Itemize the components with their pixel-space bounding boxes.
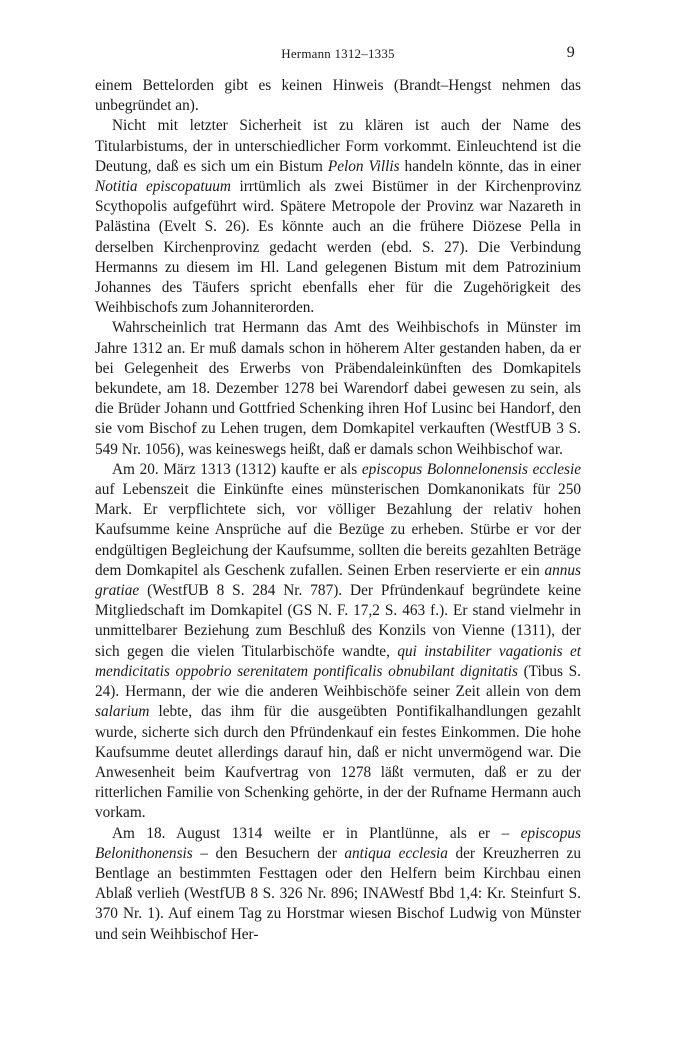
italic-term: episcopus Belonithonensis xyxy=(95,824,581,862)
paragraph xyxy=(95,76,581,116)
text-segment: (WestfUB 8 S. 284 Nr. 787). Der Pfründenkauf begründete keine Mitgliedschaft im Domkapitel (GS N. F. 17,2 S. 463 f.). Er stand vielmehr in unmittelbarer Beziehung zum Beschluß des Konzils von Vienne (1311), der sich gegen die vielen Titularbischöfe wandte, xyxy=(95,582,581,660)
italic-term: Notitia episcopatuum xyxy=(95,178,231,196)
text-segment: Am 20. März 1313 (1312) kaufte er als xyxy=(112,460,362,478)
italic-term: salarium xyxy=(95,703,150,721)
text-segment: irrtümlich als zwei Bistümer in der Kirchenprovinz Scythopolis aufgeführt wird. Spätere Metropole der Provinz war Nazareth in Palästina (Evelt S. 26). Es könnte auch an die frühere Diözese Pella in derselben Kirchenprovinz gedacht werden (ebd. S. 27). Die Verbindung Hermanns zu diesem im Hl. Land gelegenen Bistum mit dem Patrozinium Johannes des Täufers spricht ebenfalls eher für die Zugehörigkeit des Weihbischofs zum Johanniterorden. xyxy=(95,178,581,317)
text-segment: (Tibus S. 24). Hermann, der wie die anderen Weihbischöfe seiner Zeit allein von dem xyxy=(95,662,581,701)
paragraph xyxy=(95,460,581,824)
italic-quote: qui instabiliter vagationis et mendicitatis oppobrio serenitatem pontificalis obnubilant dignitatis xyxy=(95,642,581,680)
italic-term: episcopus Bolonnelonensis ecclesie xyxy=(361,460,582,478)
italic-term: antiqua ecclesia xyxy=(344,844,448,862)
text-segment: auf Lebenszeit die Einkünfte eines münsterischen Domkanonikats für 250 Mark. Er verpflichtete sich, vor völliger Bezahlung der relativ hohen Kaufsumme keine Ansprüche auf die Bezüge zu erheben. Stürbe er vor der endgültigen Begleichung der Kaufsumme, sollten die bereits gezahlten Beträge dem Domkapitel als Geschenk zufallen. Seinen Erben reservierte er ein xyxy=(95,481,581,579)
text-segment: einem Bettelorden gibt es keinen Hinweis (Brandt–Hengst nehmen das unbegründet an). xyxy=(95,77,581,115)
page-number: 9 xyxy=(566,44,575,61)
text-segment: handeln könnte, das in einer xyxy=(399,157,581,175)
text-segment: Wahrscheinlich trat Hermann das Amt des Weihbischofs in Münster im Jahre 1312 an. Er muß damals schon in höherem Alter gestanden haben, da er bei Gelegenheit des Erwerbs von Präbendaleinkünften des Domkapitels bekundete, am 18. Dezember 1278 bei Warendorf dabei gewesen zu sein, als die Brüder Johann und Gottfried Schenking ihren Hof Lusinc bei Handorf, den sie vom Bischof zu Lehen trugen, dem Domkapitel verkauften (WestfUB 3 S. 549 Nr. 1056), was keineswegs heißt, daß er damals schon Weihbischof war. xyxy=(95,319,581,458)
text-segment: der Kreuzherren zu Bentlage an bestimmten Festtagen oder den Helfern beim Kirchbau einen Ablaß verlieh (WestfUB 8 S. 326 Nr. 896; INAWestf Bbd 1,4: Kr. Steinfurt S. 370 Nr. 1). Auf einem Tag zu Horstmar wiesen Bischof Ludwig von Münster und sein Weihbischof Her- xyxy=(95,844,581,943)
body-text xyxy=(95,76,581,945)
paragraph xyxy=(95,824,581,945)
book-page xyxy=(95,44,581,945)
italic-term: annus gratiae xyxy=(95,561,581,600)
running-head xyxy=(95,44,581,66)
running-title: Hermann 1312–1335 xyxy=(281,46,395,61)
paragraph xyxy=(95,116,581,318)
text-segment: Am 18. August 1314 weilte er in Plantlünne, als er – xyxy=(112,824,521,842)
italic-term: Pelon Villis xyxy=(327,157,400,175)
text-segment: Nicht mit letzter Sicherheit ist zu klären ist auch der Name des Titularbistums, der in unterschiedlicher Form vorkommt. Einleuchtend ist die Deutung, daß es sich um ein Bistum xyxy=(95,117,581,175)
text-segment: lebte, das ihm für die ausgeübten Pontifikalhandlungen gezahlt wurde, sicherte sich durch den Pfründenkauf ein festes Einkommen. Die hohe Kaufsumme deutet allerdings darauf hin, daß er nicht unvermögend war. Die Anwesenheit beim Kaufvertrag von 1278 läßt vermuten, daß er zu der ritterlichen Familie von Schenking gehörte, in der der Rufname Hermann auch vorkam. xyxy=(95,703,581,822)
paragraph xyxy=(95,318,581,459)
text-segment: – den Besuchern der xyxy=(192,844,345,862)
